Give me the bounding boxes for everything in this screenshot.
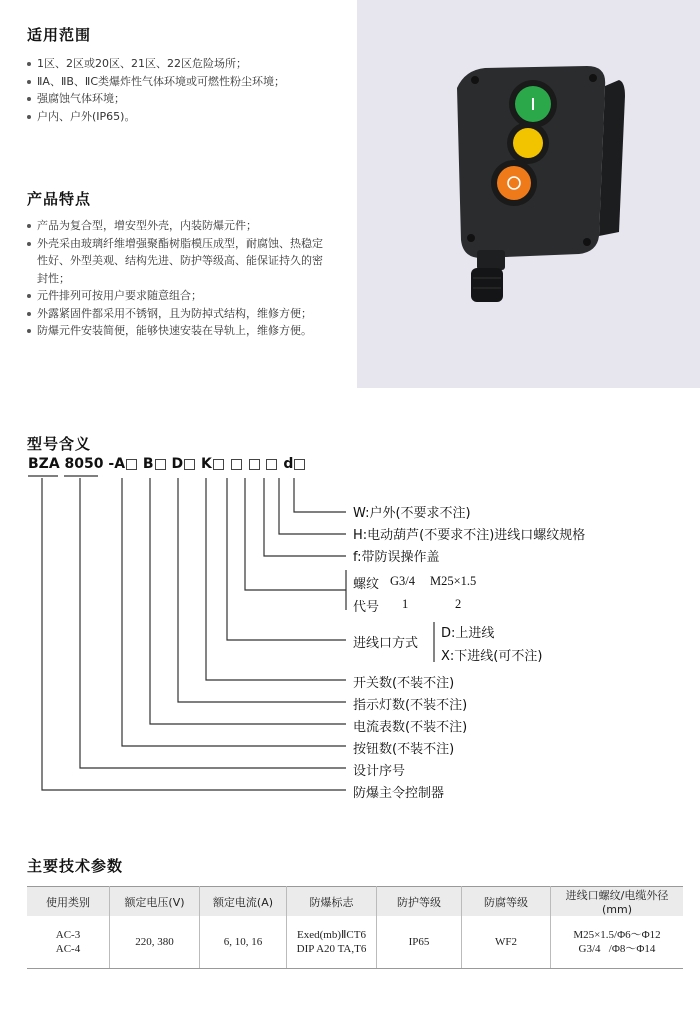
code-box [126, 459, 137, 470]
list-item: 外壳采由玻璃纤维增强聚酯树脂模压成型，耐腐蚀、热稳定性好、外型美观、结构先进、防护等级高、能保证持久的密封性； [27, 235, 332, 288]
code-part: BZA [28, 456, 60, 472]
cell-line: DIP A20 TA,T6 [296, 943, 367, 955]
table-row [27, 916, 683, 969]
label-entry: 进线口方式 [353, 636, 419, 651]
table-header-row [27, 887, 683, 917]
label-h: H:电动葫芦(不要求不注)进线口螺纹规格 [353, 528, 586, 543]
list-item: ⅡA、ⅡB、ⅡC类爆炸性气体环境或可燃性粉尘环境； [27, 73, 327, 91]
thread-v2: M25×1.5 [430, 574, 477, 588]
model-title: 型号含义 [27, 435, 92, 453]
code-part: A [114, 456, 126, 472]
col-header: 进线口螺纹/电缆外径(mm) [551, 887, 684, 917]
cell-category [27, 916, 110, 969]
label-switch: 开关数(不装不注) [353, 676, 455, 691]
cell-line: Exed(mb)ⅡCT6 [297, 929, 366, 941]
code-v2: 2 [455, 597, 462, 611]
label-lamp: 指示灯数(不装不注) [353, 698, 468, 713]
code-box [249, 459, 260, 470]
cell-line: G3/4 /Φ8～Φ14 [578, 943, 656, 955]
code-part: - [108, 456, 115, 472]
model-diagram-lines [0, 470, 700, 810]
label-entry-x: X:下进线(可不注) [441, 649, 543, 664]
list-item: 1区、2区或20区、21区、22区危险场所； [27, 55, 327, 73]
label-product: 防爆主令控制器 [353, 786, 445, 801]
label-design: 设计序号 [353, 764, 406, 779]
scope-list [27, 55, 327, 125]
control-box-image [357, 0, 700, 388]
label-button: 按钮数(不装不注) [353, 742, 455, 757]
cell-line: M25×1.5/Φ6～Φ12 [573, 929, 661, 941]
code-part: d [283, 456, 294, 472]
features-title: 产品特点 [27, 190, 92, 208]
code-v1: 1 [402, 597, 409, 611]
list-item: 防爆元件安装简便，能够快速安装在导轨上，维修方便。 [27, 322, 332, 340]
features-list [27, 217, 332, 340]
code-part: B [142, 456, 154, 472]
cell-voltage: 220, 380 [110, 916, 200, 969]
col-header: 使用类别 [27, 887, 110, 917]
cell-ip: IP65 [377, 916, 462, 969]
label-code: 代号 [353, 600, 380, 615]
yellow-button-icon [513, 128, 543, 158]
label-w: W:户外(不要求不注) [353, 506, 471, 521]
cell-wf: WF2 [462, 916, 551, 969]
product-photo [357, 0, 700, 388]
list-item: 强腐蚀气体环境； [27, 90, 327, 108]
label-thread: 螺纹 [353, 577, 380, 592]
code-box [231, 459, 242, 470]
list-item: 户内、户外(IP65)。 [27, 108, 327, 126]
code-box [266, 459, 277, 470]
col-header: 额定电流(A) [200, 887, 287, 917]
cell-ex [287, 916, 377, 969]
col-header: 防爆标志 [287, 887, 377, 917]
code-box [294, 459, 305, 470]
scope-title: 适用范围 [27, 26, 92, 44]
col-header: 防腐等级 [462, 887, 551, 917]
thread-v1: G3/4 [390, 574, 415, 588]
code-part: K [200, 456, 212, 472]
code-box [213, 459, 224, 470]
label-f: f:带防误操作盖 [353, 550, 440, 565]
cell-thread [551, 916, 684, 969]
specs-title: 主要技术参数 [27, 857, 124, 875]
code-part: D [171, 456, 184, 472]
cell-line: AC-4 [55, 943, 81, 955]
list-item: 产品为复合型，增安型外壳，内装防爆元件； [27, 217, 332, 235]
list-item: 元件排列可按用户要求随意组合； [27, 287, 332, 305]
col-header: 防护等级 [377, 887, 462, 917]
code-part: 8050 [64, 456, 104, 472]
list-item: 外露紧固件都采用不锈钢，且为防掉式结构，维修方便； [27, 305, 332, 323]
label-ammeter: 电流表数(不装不注) [353, 720, 468, 735]
specs-table [27, 886, 683, 969]
code-box [155, 459, 166, 470]
code-box [184, 459, 195, 470]
orange-button-icon [497, 166, 531, 200]
label-entry-d: D:上进线 [441, 626, 495, 641]
col-header: 额定电压(V) [110, 887, 200, 917]
cell-line: AC-3 [55, 929, 81, 941]
cell-current: 6, 10, 16 [200, 916, 287, 969]
